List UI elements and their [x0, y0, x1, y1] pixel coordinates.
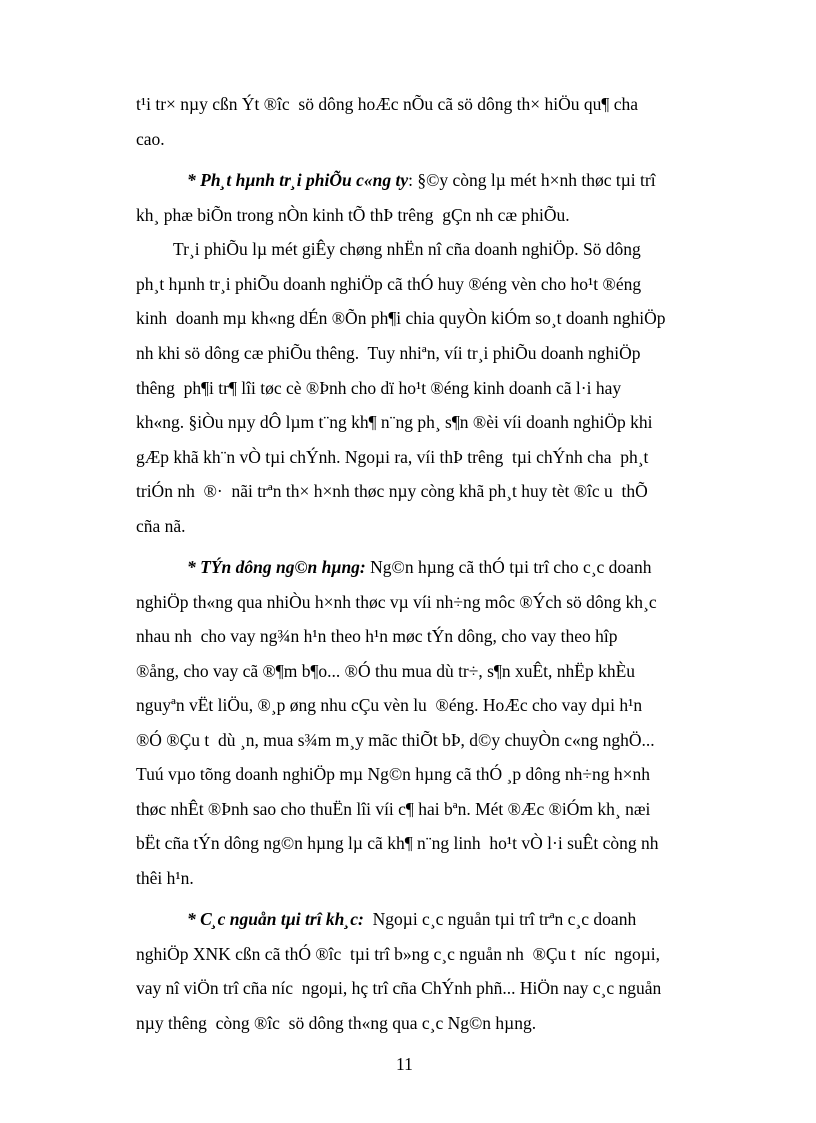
text-line: thøc nhÊt ®Þnh sao cho thuËn lîi víi c¶ hai bªn. Mét ®Æc ®iÓm kh¸ næi: [136, 799, 651, 819]
text-line: ®Ó ®Çu t dù ¸n, mua s¾m m¸y mãc thiÕt bÞ, d©y chuyÒn c«ng nghÖ...: [136, 730, 655, 750]
text-line: thêi h¹n.: [136, 868, 194, 888]
page-number: 11: [396, 1054, 413, 1074]
text-line: ®ång, cho vay cã ®¶m b¶o... ®Ó thu mua dù tr÷, s¶n xuÊt, nhËp khÈu: [136, 661, 636, 681]
text-line: vay nî viÖn trî cña níc ngoµi, hç trî cña ChÝnh phñ... HiÖn nay c¸c nguån: [136, 978, 662, 998]
text-line: ph¸t hµnh tr¸i phiÕu doanh nghiÖp cã thÓ huy ®éng vèn cho ho¹t ®éng: [136, 274, 642, 294]
text-line: kh¸ phæ biÕn trong nÒn kinh tÕ thÞ trêng gÇn nh cæ phiÕu.: [136, 205, 570, 225]
text-line: triÓn nh ®· nãi trªn th× h×nh thøc nµy còng khã ph¸t huy tèt ®îc u thÕ: [136, 481, 648, 501]
text-line: * C¸c nguån tµi trî kh¸c: Ngoµi c¸c nguån tµi trî trªn c¸c doanh: [187, 909, 637, 929]
section-heading: * TÝn dông ng©n hµng:: [187, 557, 366, 577]
text-line: kh«ng. §iÒu nµy dÔ lµm t¨ng kh¶ n¨ng ph¸ s¶n ®èi víi doanh nghiÖp khi: [136, 412, 653, 432]
text-line: * Ph¸t hµnh tr¸i phiÕu c«ng ty: §©y còng lµ mét h×nh thøc tµi trî: [187, 170, 656, 190]
text-line: * TÝn dông ng©n hµng: Ng©n hµng cã thÓ tµi trî cho c¸c doanh: [187, 557, 652, 577]
text-line: bËt cña tÝn dông ng©n hµng lµ cã kh¶ n¨ng linh ho¹t vÒ l·i suÊt còng nh: [136, 833, 659, 853]
text-line: t¹i tr× nµy cßn Ýt ®îc sö dông hoÆc nÕu cã sö dông th× hiÖu qu¶ cha: [136, 94, 638, 114]
text-line: nhau nh cho vay ng¾n h¹n theo h¹n møc tÝn dông, cho vay theo hîp: [136, 626, 618, 646]
text-line: cao.: [136, 129, 165, 149]
text-line: nghiÖp XNK cßn cã thÓ ®îc tµi trî b»ng c¸c nguån nh ®Çu t níc ngoµi,: [136, 944, 661, 964]
text-line: nguyªn vËt liÖu, ®¸p øng nhu cÇu vèn lu ®éng. HoÆc cho vay dµi h¹n: [136, 695, 643, 715]
text-line: thêng ph¶i tr¶ lîi tøc cè ®Þnh cho dï ho¹t ®éng kinh doanh cã l·i hay: [136, 378, 622, 398]
text-line: nh khi sö dông cæ phiÕu thêng. Tuy nhiªn, víi tr¸i phiÕu doanh nghiÖp: [136, 343, 641, 363]
text-line: nµy thêng còng ®îc sö dông th«ng qua c¸c Ng©n hµng.: [136, 1013, 537, 1033]
text-line: Tuú vµo tõng doanh nghiÖp mµ Ng©n hµng cã thÓ ¸p dông nh÷ng h×nh: [136, 764, 650, 784]
text-line: nghiÖp th«ng qua nhiÒu h×nh thøc vµ víi nh÷ng môc ®Ých sö dông kh¸c: [136, 592, 657, 612]
text-line: kinh doanh mµ kh«ng dÉn ®Õn ph¶i chia quyÒn kiÓm so¸t doanh nghiÖp: [136, 308, 666, 328]
text-line: cña nã.: [136, 516, 186, 536]
section-heading: * C¸c nguån tµi trî kh¸c:: [187, 909, 364, 929]
text-line: gÆp khã kh¨n vÒ tµi chÝnh. Ngoµi ra, víi thÞ trêng tµi chÝnh cha ph¸t: [136, 447, 649, 467]
text-line: Tr¸i phiÕu lµ mét giÊy chøng nhËn nî cña doanh nghiÖp. Sö dông: [173, 239, 641, 259]
section-heading: * Ph¸t hµnh tr¸i phiÕu c«ng ty: [187, 170, 409, 190]
